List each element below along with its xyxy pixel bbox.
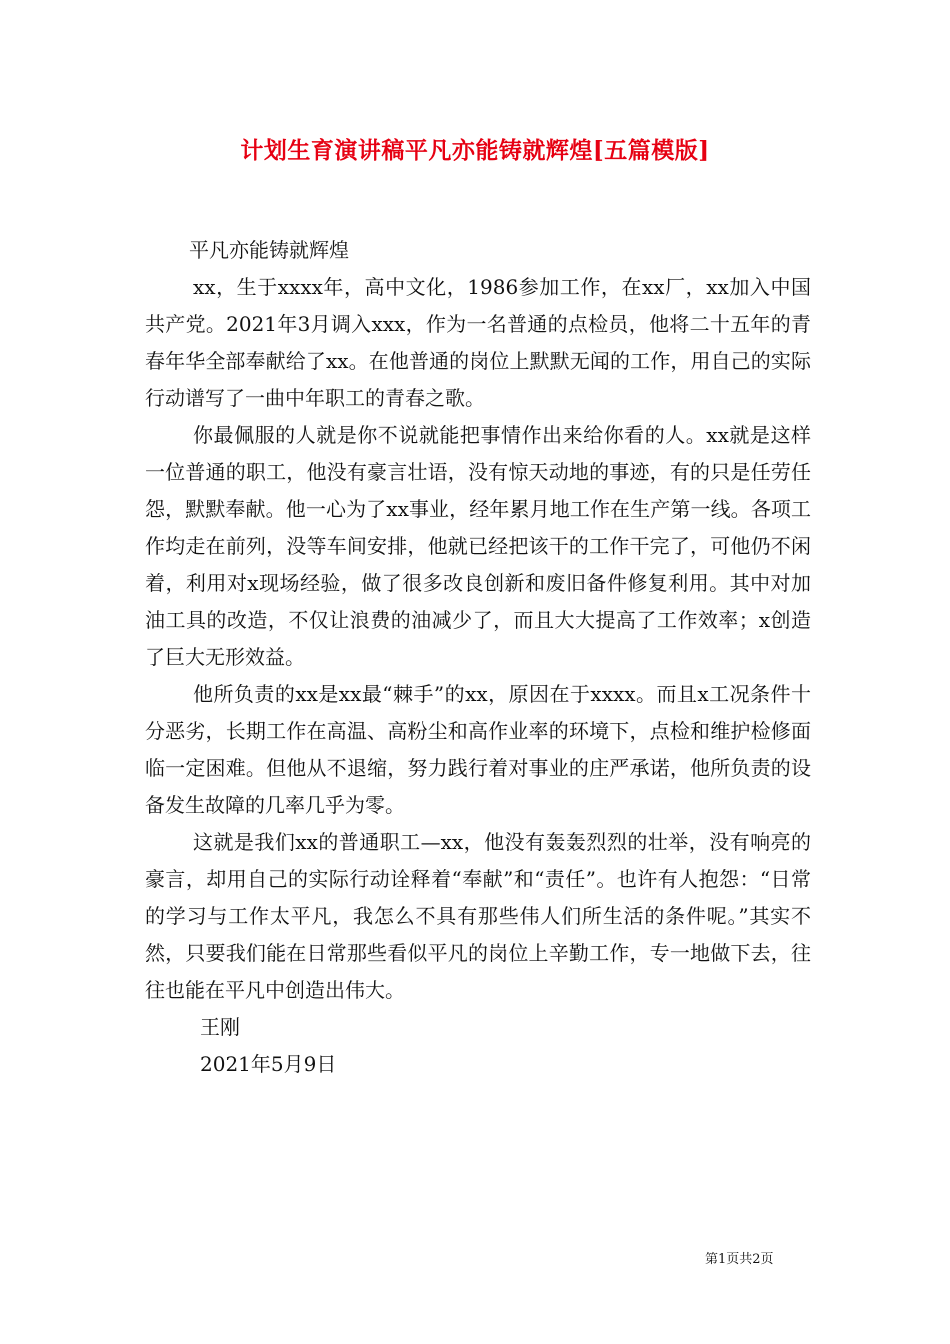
paragraph-4: 这就是我们xx的普通职工—xx，他没有轰轰烈烈的壮举，没有响亮的豪言，却用自己的实际行动诠释着“奉献”和“责任”。也许有人抱怨：“日常的学习与工作太平凡，我怎么不具有那些伟人们所生活的条件呢。”其实不然，只要我们能在日常那些看似平凡的岗位上辛勤工作，专一地做下去，往往也能在平凡中创造出伟大。	[145, 830, 811, 1002]
document-title: 计划生育演讲稿平凡亦能铸就辉煌[五篇模版]	[240, 137, 710, 164]
subtitle: 平凡亦能铸就辉煌	[189, 238, 349, 262]
paragraph-3: 他所负责的xx是xx最“棘手”的xx，原因在于xxxx。而且x工况条件十分恶劣，长期工作在高温、高粉尘和高作业率的环境下，点检和维护检修面临一定困难。但他从不退缩，努力践行着对事业的庄严承诺，他所负责的设备发生故障的几率几乎为零。	[145, 682, 811, 817]
document-body	[145, 232, 811, 1083]
paragraph-2: 你最佩服的人就是你不说就能把事情作出来给你看的人。xx就是这样一位普通的职工，他没有豪言壮语，没有惊天动地的事迹，有的只是任劳任怨，默默奉献。他一心为了xx事业，经年累月地工作在生产第一线。各项工作均走在前列，没等车间安排，他就已经把该干的工作干完了，可他仍不闲着，利用对x现场经验，做了很多改良创新和废旧备件修复利用。其中对加油工具的改造，不仅让浪费的油减少了，而且大大提高了工作效率；x创造了巨大无形效益。	[145, 423, 811, 669]
signature-name: 王刚	[200, 1015, 240, 1039]
signature-date: 2021年5月9日	[200, 1052, 337, 1076]
paragraph-1: xx，生于xxxx年，高中文化，1986参加工作，在xx厂，xx加入中国共产党。2021年3月调入xxx，作为一名普通的点检员，他将二十五年的青春年华全部奉献给了xx。在他普通的岗位上默默无闻的工作，用自己的实际行动谱写了一曲中年职工的青春之歌。	[145, 275, 811, 410]
page-number: 第1页共2页	[705, 1252, 774, 1267]
